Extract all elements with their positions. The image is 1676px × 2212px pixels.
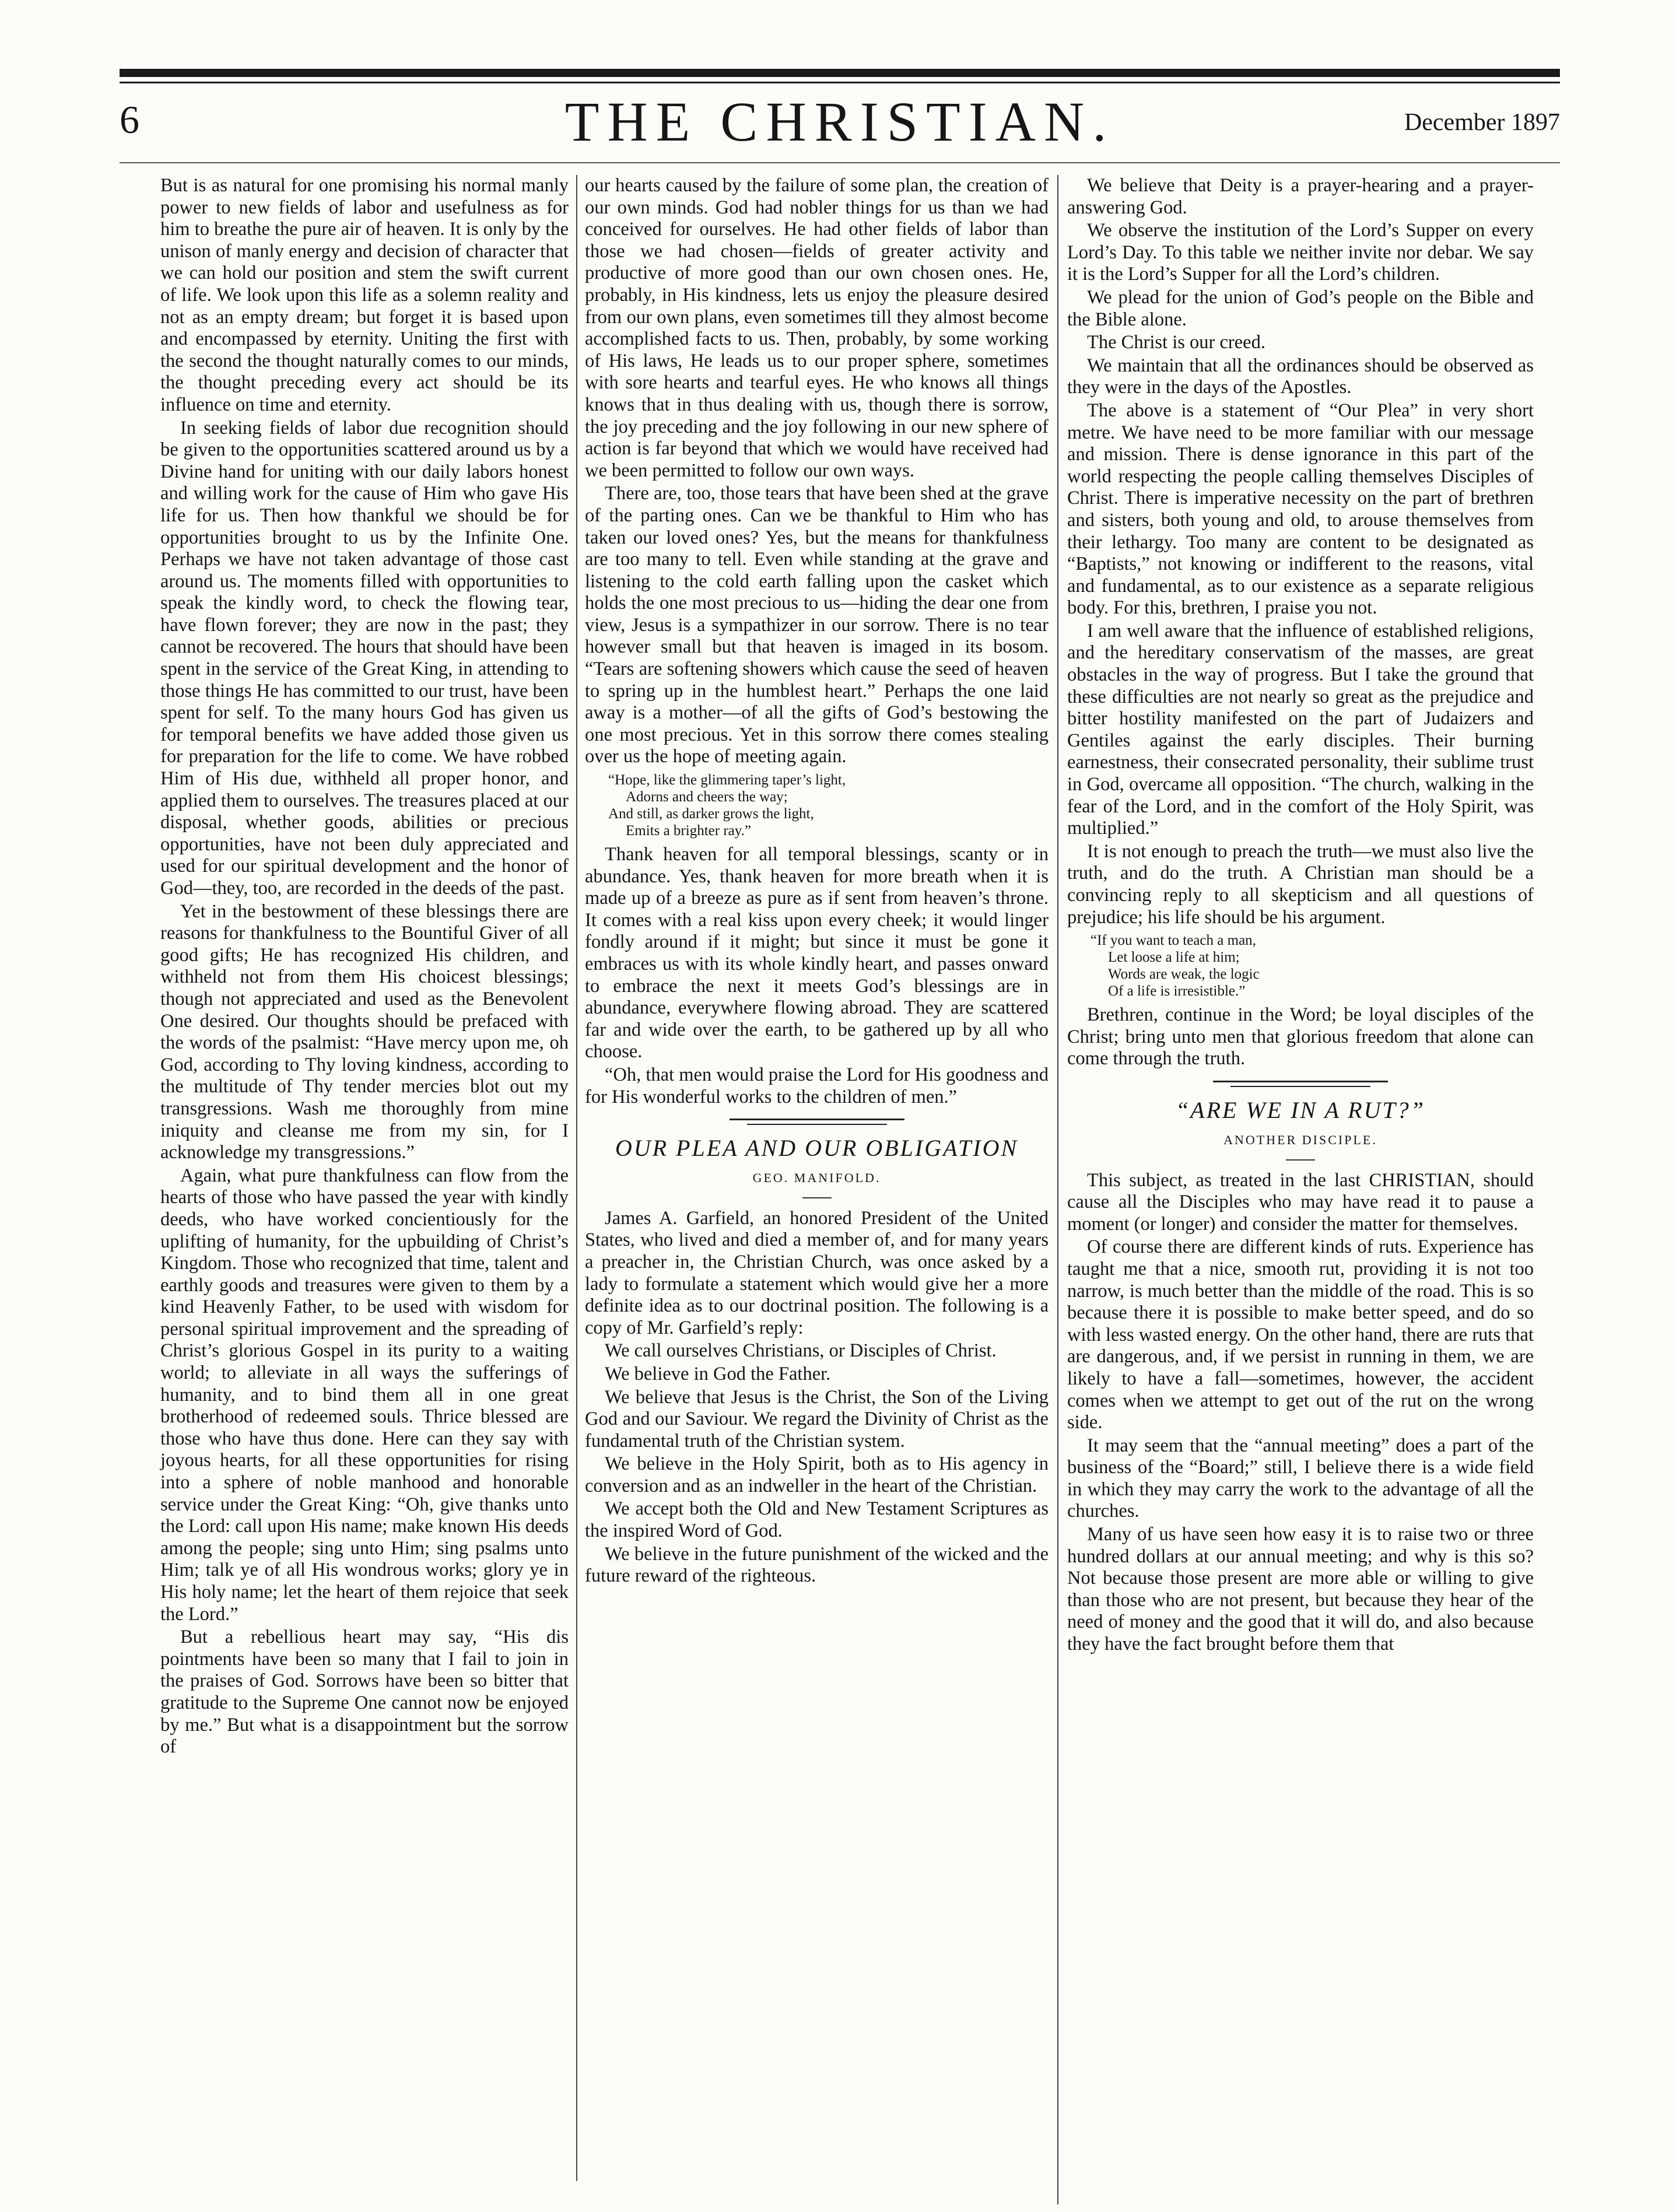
byline-rule [1286, 1159, 1315, 1161]
verse-line: Words are weak, the logic [1108, 966, 1260, 983]
paragraph: We believe that Deity is a prayer-hearing and a prayer-answering God. [1067, 175, 1534, 218]
verse-line: Emits a brighter ray.” [626, 823, 751, 839]
paragraph: This subject, as treated in the last CHRISTIAN, should cause all the Disciples who may have read it to pause a moment (or longer) and consider the matter for themselves. [1067, 1169, 1534, 1235]
header-rule [120, 162, 1560, 163]
article-title: “ARE WE IN A RUT?” [1175, 1096, 1426, 1123]
section-separator [1230, 1086, 1370, 1087]
paragraph: Yet in the bestowment of these blessings there are reasons for thankfulness to the Bountiful Giver of all good gifts; He has recognized His children, and withheld not from them His choicest blessings; though not appreciated and used as the Benevolent One desired. Our thoughts should be prefaced with the words of the psalmist: “Have mercy upon me, oh God, according to Thy loving kindness, according to the multitude of Thy tender mercies blot out my transgressions. Wash me thoroughly from mine iniquity and cleanse me from my sin, for I acknowledge my transgressions.” [160, 900, 569, 1163]
paragraph: We believe that Jesus is the Christ, the Son of the Living God and our Saviour. We regard the Divinity of Christ as the fundamental truth of the Christian system. [585, 1386, 1049, 1452]
verse-line: Let loose a life at him; [1108, 949, 1240, 966]
paragraph: The Christ is our creed. [1087, 332, 1265, 353]
verse-quote [1067, 932, 1534, 1000]
paragraph: It may seem that the “annual meeting” does a part of the business of the “Board;” still, I believe there is a wide field in which they may carry the work to the advantage of all the churches. [1067, 1435, 1534, 1522]
paragraph: But is as natural for one promising his normal manly power to new fields of labor and usefulness as for him to breathe the pure air of heaven. It is only by the unison of manly energy and decision of character that we can hold our position and stem the swift current of life. We look upon this life as a solemn reality and not as an empty dream; but forget it is based upon and encompassed by eternity. Uniting the first with the second the thought naturally comes to our minds, the thought preceding every act should be its influence on time and eternity. [160, 175, 569, 415]
top-rule-thin [120, 82, 1560, 83]
paragraph: Again, what pure thankfulness can flow from the hearts of those who have passed the year with kindly deeds, who have worked concientiously for the uplifting of humanity, for the upbuilding of Christ’s Kingdom. Those who recognized that time, talent and earthly goods and treasures were given to them by a kind Heavenly Father, to be used with wisdom for personal spiritual improvement and the spreading of Christ’s glorious Gospel in its purity to a waiting world; to alleviate in all ways the sufferings of humanity, and to bind them all in one great brotherhood of redeemed souls. Thrice blessed are those who have thus done. Here can they say with joyous hearts, for all these opportunities for rising into a sphere of noble manhood and honorable service under the Great King: “Oh, give thanks unto the Lord: call upon His name; make known His deeds among the people; sing unto Him; sing psalms unto Him; talk ye of all His wondrous works; glory ye in His holy name; let the heart of them rejoice that seek the Lord.” [160, 1165, 569, 1625]
top-rule [120, 69, 1560, 77]
paragraph: I am well aware that the influence of established religions, and the hereditary conservatism of the masses, are great obstacles in the way of progress. But I take the ground that these difficulties are not nearly so great as the prejudice and bitter hostility manifested on the part of Judaizers and Gentiles against the early disciples. Their burning earnestness, their consecrated personality, their sublime trust in God, overcame all opposition. “The church, walking in the fear of the Lord, and in the comfort of the Holy Spirit, was multiplied.” [1067, 620, 1534, 839]
column-3 [1067, 175, 1534, 1657]
paragraph: It is not enough to preach the truth—we must also live the truth, and do the truth. A Christian man should be a convincing reply to all skepticism and all questions of prejudice; his life should be his argument. [1067, 840, 1534, 928]
verse-line: Adorns and cheers the way; [626, 789, 788, 805]
paragraph: Thank heaven for all temporal blessings, scanty or in abundance. Yes, thank heaven for more breath when it is made up of a breeze as pure as if sent from heaven’s throne. It comes with a real kiss upon every cheek; it would linger fondly around if it might; but since it must be gone it embraces us with its whole kindly heart, and passes onward to embrace the next it meets God’s blessings are in abundance, everywhere flowing abroad. They are scattered far and wide over the earth, to be gathered up by all who choose. [585, 844, 1049, 1063]
article-byline: GEO. MANIFOLD. [752, 1170, 881, 1186]
paragraph: our hearts caused by the failure of some plan, the creation of our own minds. God had nobler things for us than we had conceived for ourselves. He had other fields of labor than those we had chosen—fields of greater activity and productive of more good than our own chosen ones. He, probably, in His kindness, lets us enjoy the pleasure desired from our own plans, even sometimes till they almost become accomplished facts to us. Then, probably, by some working of His laws, He leads us to our proper sphere, sometimes with sore hearts and tearful eyes. He who knows all things knows that in thus dealing with us, though there is sorrow, the joy preceding and the joy following in our new sphere of action is far beyond that which we would have received had we been permitted to follow our own ways. [585, 175, 1049, 481]
paragraph: The above is a statement of “Our Plea” in very short metre. We have need to be more familiar with our message and mission. There is dense ignorance in this part of the world respecting the people calling themselves Disciples of Christ. There is imperative necessity on the part of brethren and sisters, both young and old, to arouse themselves from their lethargy. Too many are content to be designated as “Baptists,” not knowing or indifferent to the reasons, vital and fundamental, as to our existence as a separate religious body. For this, brethren, I praise you not. [1067, 399, 1534, 619]
paragraph: We believe in God the Father. [605, 1363, 831, 1384]
verse-line: Of a life is irresistible.” [1108, 983, 1246, 1000]
paragraph: Of course there are different kinds of ruts. Experience has taught me that a nice, smooth rut, providing it is not too narrow, is much better than the middle of the road. This is so because there it is possible to make better speed, and do so with less wasted energy. On the other hand, there are ruts that are dangerous, and, if we persist in running in them, we are likely to have a fall—sometimes, however, the accident comes when we attempt to get out of the rut on the wrong side. [1067, 1236, 1534, 1433]
verse-line: And still, as darker grows the light, [608, 806, 814, 822]
article-title: OUR PLEA AND OUR OBLIGATION [615, 1135, 1019, 1162]
byline-rule [802, 1197, 832, 1198]
verse-line: “If you want to teach a man, [1091, 933, 1256, 949]
paragraph: We observe the institution of the Lord’s Supper on every Lord’s Day. To this table we neither invite nor debar. We say it is the Lord’s Supper for all the Lord’s children. [1067, 220, 1534, 285]
page-number: 6 [120, 97, 139, 142]
issue-date: December 1897 [1404, 109, 1560, 136]
paragraph: We maintain that all the ordinances should be observed as they were in the days of the Apostles. [1067, 355, 1534, 398]
paragraph: We plead for the union of God’s people on the Bible and the Bible alone. [1067, 286, 1534, 330]
paragraph: James A. Garfield, an honored President of the United States, who lived and died a member of, and for many years a preacher in, the Christian Church, was once asked by a lady to formulate a statement which would give her a more definite idea as to our doctrinal position. The following is a copy of Mr. Garfield’s reply: [585, 1207, 1049, 1338]
verse-line: “Hope, like the glimmering taper’s light, [608, 772, 846, 788]
paragraph: We accept both the Old and New Testament Scriptures as the inspired Word of God. [585, 1498, 1049, 1542]
paragraph: There are, too, those tears that have been shed at the grave of the parting ones. Can we be thankful to Him who has taken our loved ones? Yes, but the means for thankfulness are too many to tell. Even while standing at the grave and listening to the cold earth falling upon the casket which holds the one most precious to us—hiding the dear one from view, Jesus is a sympathizer in our sorrow. There is no tear however small but that heaven is imaged in its bosom. “Tears are softening showers which cause the seed of heaven to spring up in the humblest heart.” Perhaps the one laid away is a mother—of all the gifts of God’s bestowing the one most precious. Yet in this sorrow there comes stealing over us the hope of meeting again. [585, 483, 1049, 767]
paragraph: “Oh, that men would praise the Lord for His goodness and for His wonderful works to the children of men.” [585, 1064, 1049, 1107]
paragraph: We believe in the future punishment of the wicked and the future reward of the righteous. [585, 1543, 1049, 1587]
column-1 [160, 175, 569, 1759]
column-2 [585, 175, 1049, 1589]
paragraph: We believe in the Holy Spirit, both as to His agency in conversion and as an indweller in the heart of the Christian. [585, 1453, 1049, 1496]
paragraph: But a rebellious heart may say, “His dis pointments have been so many that I fail to join in the praises of God. Sorrows have been so bitter that gratitude to the Supreme One cannot now be enjoyed by me.” But what is a disappointment but the sorrow of [160, 1626, 569, 1758]
verse-quote [585, 772, 1049, 839]
masthead [120, 90, 1560, 157]
newspaper-title: THE CHRISTIAN. [564, 90, 1115, 153]
section-separator [730, 1119, 904, 1120]
column-divider [576, 175, 577, 2181]
column-divider [1057, 175, 1058, 2204]
paragraph: In seeking fields of labor due recognition should be given to the opportunities scattered around us by a Divine hand for uniting with our daily labors honest and willing work for the cause of Him who gave His life for us. Then how thankful we should be for opportunities brought to us by the Infinite One. Perhaps we have not taken advantage of those cast around us. The moments filled with opportunities to speak the kindly word, to check the flowing tear, have flown forever; they are now in the past; they cannot be recovered. The hours that should have been spent in the service of the Great King, in attending to those things He has committed to our trust, have been spent for self. To the many hours God has given us for temporal benefits we have added those given us for preparation for the life to come. We have robbed Him of His due, withheld all proper honor, and applied them to ourselves. The treasures placed at our disposal, whether goods, abilities or precious opportunities, have not been duly appreciated and used for our spiritual development and the honor of God—they, too, are recorded in the deeds of the past. [160, 417, 569, 899]
article-byline: ANOTHER DISCIPLE. [1223, 1132, 1377, 1147]
paragraph: We call ourselves Christians, or Disciples of Christ. [605, 1340, 997, 1362]
section-separator [1213, 1081, 1388, 1082]
section-separator [747, 1124, 887, 1125]
paragraph: Brethren, continue in the Word; be loyal disciples of the Christ; bring unto men that glorious freedom that alone can come through the truth. [1067, 1004, 1534, 1070]
paragraph: Many of us have seen how easy it is to raise two or three hundred dollars at our annual meeting; and why is this so? Not because those present are more able or willing to give than those who are not present, but because they hear of the need of money and the good that it will do, and also because they have the fact brought before them that [1067, 1524, 1534, 1655]
